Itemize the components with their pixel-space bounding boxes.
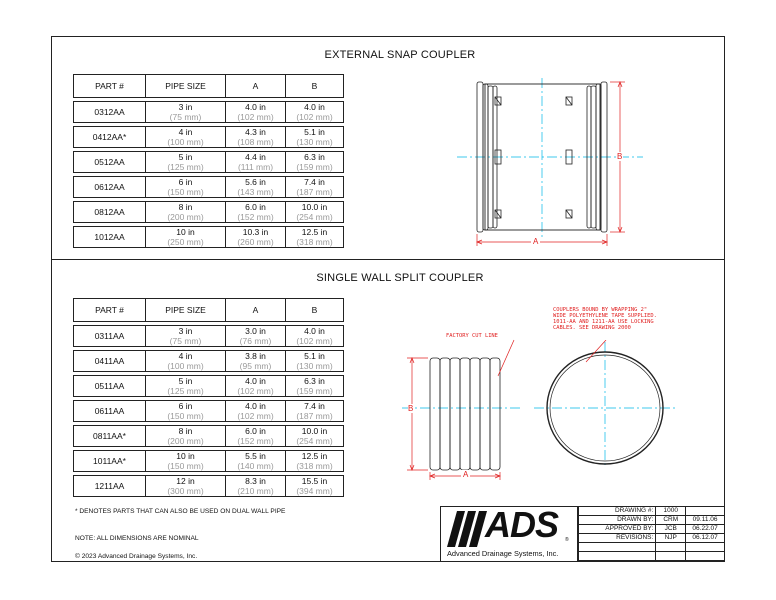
dim-b: 7.4 in (187 mm) (286, 401, 344, 422)
table-row (74, 351, 344, 372)
dim-b: 4.0 in (102 mm) (286, 326, 344, 347)
table-row (74, 476, 344, 497)
part-number: 0511AA (74, 376, 146, 397)
snap-dim-a-label: A (533, 237, 539, 246)
note-leader (586, 340, 606, 362)
table-row (74, 227, 344, 248)
dim-a: 10.3 in (260 mm) (226, 227, 286, 248)
title-block: DRAWING #: 1000 DRAWN BY: CRM 09.11.06 APPROVED BY: JCB 06.22.07 REVISIONS: NJP 06.12.07 (578, 506, 725, 561)
col-part: PART # (74, 299, 146, 322)
drawn-by: CRM (656, 516, 686, 525)
part-number: 1011AA* (74, 451, 146, 472)
part-number: 0412AA* (74, 127, 146, 148)
pipe-size: 4 in (100 mm) (146, 127, 226, 148)
dim-a: 3.8 in (95 mm) (226, 351, 286, 372)
split-coupler-end-view (530, 340, 680, 470)
dim-b: 6.3 in (159 mm) (286, 152, 344, 173)
dim-a: 6.0 in (152 mm) (226, 426, 286, 447)
ads-logo-box (440, 506, 578, 562)
section-divider (51, 259, 725, 260)
pipe-size: 10 in (250 mm) (146, 227, 226, 248)
dim-a: 4.0 in (102 mm) (226, 376, 286, 397)
table-row (74, 102, 344, 123)
table-row (74, 376, 344, 397)
table-row (74, 426, 344, 447)
dim-b: 12.5 in (318 mm) (286, 451, 344, 472)
table-row (74, 177, 344, 198)
dim-b: 10.0 in (254 mm) (286, 426, 344, 447)
part-number: 1012AA (74, 227, 146, 248)
table-row (74, 202, 344, 223)
part-number: 1211AA (74, 476, 146, 497)
coupler-binding-note: COUPLERS BOUND BY WRAPPING 2" WIDE POLYETHYLENE TAPE SUPPLIED. 1011-AA AND 1211-AA USE LOCKING CABLES. SEE DRAWING 2000 (553, 307, 657, 331)
snap-dim-b-label: B (617, 152, 623, 161)
part-number: 0611AA (74, 401, 146, 422)
revisions-date: 06.12.07 (686, 534, 725, 543)
pipe-size: 12 in (300 mm) (146, 476, 226, 497)
split-coupler-title: SINGLE WALL SPLIT COUPLER (316, 272, 484, 284)
pipe-size: 5 in (125 mm) (146, 376, 226, 397)
col-part: PART # (74, 75, 146, 98)
logo-tagline: Advanced Drainage Systems, Inc. (447, 549, 559, 558)
table-row (74, 451, 344, 472)
dim-a: 4.0 in (102 mm) (226, 401, 286, 422)
ads-logo-mark: ADS (485, 504, 559, 545)
part-number: 0411AA (74, 351, 146, 372)
pipe-size: 4 in (100 mm) (146, 351, 226, 372)
dim-a: 4.0 in (102 mm) (226, 102, 286, 123)
dim-a: 4.4 in (111 mm) (226, 152, 286, 173)
col-pipe-size: PIPE SIZE (146, 299, 226, 322)
snap-coupler-drawing (455, 78, 645, 250)
split-dim-b-label: B (408, 404, 414, 413)
pipe-size: 3 in (75 mm) (146, 102, 226, 123)
table-row (74, 152, 344, 173)
col-a: A (226, 299, 286, 322)
pipe-size: 3 in (75 mm) (146, 326, 226, 347)
split-corrugations (430, 358, 500, 470)
revisions-by: NJP (656, 534, 686, 543)
dim-a: 3.0 in (76 mm) (226, 326, 286, 347)
col-pipe-size: PIPE SIZE (146, 75, 226, 98)
col-a: A (226, 75, 286, 98)
dim-b: 6.3 in (159 mm) (286, 376, 344, 397)
part-number: 0312AA (74, 102, 146, 123)
drawn-date: 09.11.06 (686, 516, 725, 525)
split-dim-a-label: A (463, 470, 469, 479)
ads-slash-logo-icon (447, 511, 487, 547)
approved-date: 06.22.07 (686, 525, 725, 534)
dim-b: 5.1 in (130 mm) (286, 351, 344, 372)
dim-a: 5.5 in (140 mm) (226, 451, 286, 472)
drawing-number: 1000 (656, 507, 686, 516)
dim-b: 7.4 in (187 mm) (286, 177, 344, 198)
pipe-size: 5 in (125 mm) (146, 152, 226, 173)
pipe-size: 6 in (150 mm) (146, 401, 226, 422)
dim-b: 10.0 in (254 mm) (286, 202, 344, 223)
pipe-size: 10 in (150 mm) (146, 451, 226, 472)
part-number: 0612AA (74, 177, 146, 198)
part-number: 0811AA* (74, 426, 146, 447)
table-row (74, 401, 344, 422)
pipe-size: 8 in (200 mm) (146, 202, 226, 223)
dim-a: 4.3 in (108 mm) (226, 127, 286, 148)
dim-a: 8.3 in (210 mm) (226, 476, 286, 497)
dim-b: 4.0 in (102 mm) (286, 102, 344, 123)
split-coupler-table (73, 298, 344, 497)
part-number: 0812AA (74, 202, 146, 223)
snap-tabs (495, 97, 572, 218)
dim-b: 12.5 in (318 mm) (286, 227, 344, 248)
dim-a: 5.6 in (143 mm) (226, 177, 286, 198)
pipe-size: 6 in (150 mm) (146, 177, 226, 198)
dim-b: 5.1 in (130 mm) (286, 127, 344, 148)
col-b: B (286, 299, 344, 322)
approved-by: JCB (656, 525, 686, 534)
pipe-size: 8 in (200 mm) (146, 426, 226, 447)
split-dimension-lines (407, 340, 514, 480)
logo-trademark: ® (565, 537, 569, 543)
nominal-note: NOTE: ALL DIMENSIONS ARE NOMINAL (75, 535, 199, 542)
dual-wall-note: * DENOTES PARTS THAT CAN ALSO BE USED ON DUAL WALL PIPE (75, 508, 286, 515)
snap-coupler-table (73, 74, 344, 248)
table-row (74, 127, 344, 148)
table-row (74, 326, 344, 347)
copyright-text: © 2023 Advanced Drainage Systems, Inc. (75, 553, 198, 560)
part-number: 0311AA (74, 326, 146, 347)
dim-a: 6.0 in (152 mm) (226, 202, 286, 223)
part-number: 0512AA (74, 152, 146, 173)
snap-coupler-title: EXTERNAL SNAP COUPLER (324, 49, 476, 61)
factory-cut-line-label: FACTORY CUT LINE (446, 333, 498, 339)
col-b: B (286, 75, 344, 98)
dim-b: 15.5 in (394 mm) (286, 476, 344, 497)
split-coupler-side-view (402, 330, 522, 480)
